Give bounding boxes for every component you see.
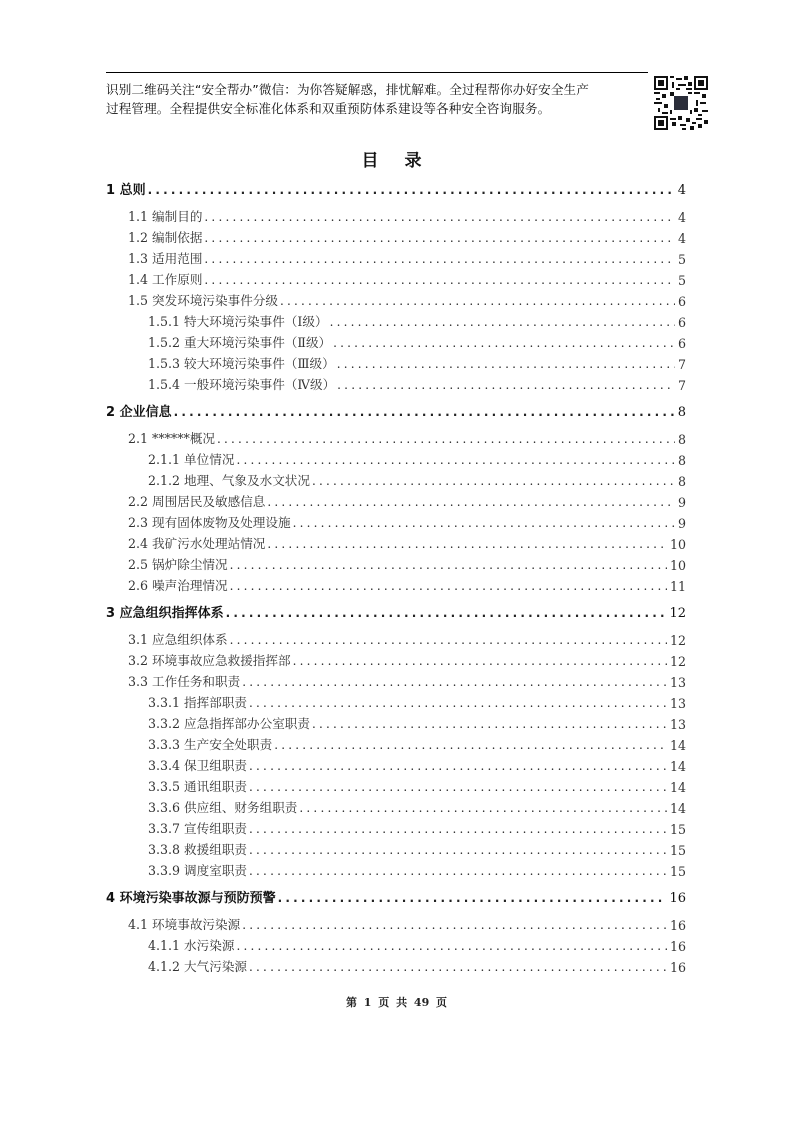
toc-entry-page-number: 8 xyxy=(677,432,686,447)
toc-entry[interactable] xyxy=(106,628,686,648)
toc-entry-page-number: 15 xyxy=(669,843,686,858)
toc-entry-label: 4 环境污染事故源与预防预警 xyxy=(106,891,276,906)
toc-leader-dots xyxy=(249,696,667,711)
toc-entry-page-number: 14 xyxy=(669,759,686,774)
toc-entry-page-number: 13 xyxy=(669,717,686,732)
toc-entry[interactable] xyxy=(106,796,686,816)
toc-leader-dots xyxy=(230,558,667,573)
header-notice xyxy=(106,80,646,118)
toc-entry-page-number: 14 xyxy=(669,738,686,753)
toc-entry-page-number: 15 xyxy=(669,822,686,837)
toc-entry-page-number: 16 xyxy=(669,918,686,933)
toc-leader-dots xyxy=(204,273,675,288)
toc-entry[interactable] xyxy=(106,226,686,246)
toc-entry-page-number: 6 xyxy=(677,294,686,309)
toc-leader-dots xyxy=(249,864,667,879)
toc-entry-label: 2 企业信息 xyxy=(106,405,172,420)
toc-entry[interactable] xyxy=(106,553,686,573)
toc-entry-page-number: 4 xyxy=(677,231,686,246)
toc-entry[interactable] xyxy=(106,268,686,288)
toc-leader-dots xyxy=(337,357,675,372)
toc-entry-label: 2.6 噪声治理情况 xyxy=(128,578,228,593)
toc-entry-page-number: 7 xyxy=(677,378,686,393)
toc-entry-label: 2.2 周围居民及敏感信息 xyxy=(128,494,266,509)
toc-entry-page-number: 5 xyxy=(677,273,686,288)
toc-entry[interactable] xyxy=(106,448,686,468)
toc-entry-page-number: 6 xyxy=(677,336,686,351)
toc-leader-dots xyxy=(217,432,675,447)
toc-entry-label: 3.3.4 保卫组职责 xyxy=(148,758,248,773)
toc-entry[interactable] xyxy=(106,712,686,732)
toc-entry-page-number: 13 xyxy=(669,696,686,711)
toc-entry-page-number: 4 xyxy=(677,210,686,225)
toc-leader-dots xyxy=(312,474,675,489)
page-title: 目 录 xyxy=(361,151,432,171)
toc-entry-page-number: 8 xyxy=(677,474,686,489)
toc-entry[interactable] xyxy=(106,859,686,879)
toc-entry-label: 3.3.1 指挥部职责 xyxy=(148,695,248,710)
page-footer: 第 1 页 共 49 页 xyxy=(345,996,448,1009)
toc-entry-label: 3.1 应急组织体系 xyxy=(128,632,228,647)
toc-entry-page-number: 11 xyxy=(669,579,686,594)
toc-entry-label: 3.3 工作任务和职责 xyxy=(128,674,241,689)
toc-entry-page-number: 6 xyxy=(677,315,686,330)
toc-entry[interactable] xyxy=(106,574,686,594)
toc-entry-label: 1 总则 xyxy=(106,183,146,198)
toc-entry-page-number: 5 xyxy=(677,252,686,267)
header-line-1: 识别二维码关注“安全帮办”微信：为你答疑解惑，排忧解难。全过程帮你办好安全生产 xyxy=(106,82,589,97)
toc-entry-label: 2.3 现有固体废物及处理设施 xyxy=(128,515,291,530)
toc-entry-page-number: 10 xyxy=(669,558,686,573)
toc-entry-page-number: 12 xyxy=(669,633,686,648)
toc-entry[interactable] xyxy=(106,400,686,420)
toc-leader-dots xyxy=(230,579,667,594)
toc-entry-label: 4.1.2 大气污染源 xyxy=(148,959,248,974)
toc-entry-page-number: 15 xyxy=(669,864,686,879)
toc-leader-dots xyxy=(330,315,675,330)
toc-entry[interactable] xyxy=(106,289,686,309)
qr-code-icon xyxy=(654,76,708,130)
toc-entry[interactable] xyxy=(106,205,686,225)
toc-leader-dots xyxy=(267,495,675,510)
toc-entry-label: 1.2 编制依据 xyxy=(128,230,203,245)
toc-entry-label: 2.1.2 地理、气象及水文状况 xyxy=(148,473,310,488)
toc-entry-page-number: 12 xyxy=(669,654,686,669)
toc-leader-dots xyxy=(249,822,667,837)
toc-entry-label: 3.2 环境事故应急救援指挥部 xyxy=(128,653,291,668)
toc-entry-label: 1.5 突发环境污染事件分级 xyxy=(128,293,278,308)
toc-entry-label: 3.3.5 通讯组职责 xyxy=(148,779,248,794)
toc-entry-label: 3.3.6 供应组、财务组职责 xyxy=(148,800,298,815)
toc-entry[interactable] xyxy=(106,670,686,690)
toc-leader-dots xyxy=(267,537,667,552)
toc-entry[interactable] xyxy=(106,532,686,552)
toc-leader-dots xyxy=(249,960,667,975)
toc-entry[interactable] xyxy=(106,178,686,198)
toc-entry-label: 4.1 环境事故污染源 xyxy=(128,917,241,932)
toc-entry[interactable] xyxy=(106,601,686,621)
toc-leader-dots xyxy=(299,801,667,816)
toc-leader-dots xyxy=(293,516,675,531)
toc-entry[interactable] xyxy=(106,490,686,510)
toc-entry-label: 3.3.3 生产安全处职责 xyxy=(148,737,273,752)
toc-entry[interactable] xyxy=(106,649,686,669)
toc-entry-label: 1.3 适用范围 xyxy=(128,251,203,266)
toc-entry[interactable] xyxy=(106,955,686,975)
toc-entry-label: 3.3.7 宣传组职责 xyxy=(148,821,248,836)
toc-entry-page-number: 9 xyxy=(677,495,686,510)
toc-entry-label: 1.1 编制目的 xyxy=(128,209,203,224)
toc-entry-page-number: 16 xyxy=(669,939,686,954)
toc-leader-dots xyxy=(174,405,675,420)
toc-entry-label: 1.5.2 重大环境污染事件（Ⅱ级） xyxy=(148,335,332,350)
toc-leader-dots xyxy=(249,843,667,858)
toc-entry[interactable] xyxy=(106,331,686,351)
header-rule xyxy=(106,72,648,73)
toc-entry-label: 2.1.1 单位情况 xyxy=(148,452,235,467)
toc-leader-dots xyxy=(204,252,675,267)
toc-entry[interactable] xyxy=(106,427,686,447)
toc-entry-label: 2.1 ******概况 xyxy=(128,431,216,446)
header-line-2: 过程管理。全程提供安全标准化体系和双重预防体系建设等各种安全咨询服务。 xyxy=(106,101,551,116)
toc-entry-page-number: 4 xyxy=(677,183,686,198)
toc-leader-dots xyxy=(236,453,675,468)
toc-entry[interactable] xyxy=(106,310,686,330)
toc-entry[interactable] xyxy=(106,511,686,531)
toc-entry-page-number: 14 xyxy=(669,801,686,816)
toc-entry[interactable] xyxy=(106,352,686,372)
toc-leader-dots xyxy=(230,633,667,648)
toc-entry[interactable] xyxy=(106,913,686,933)
toc-entry[interactable] xyxy=(106,754,686,774)
toc-entry-page-number: 10 xyxy=(669,537,686,552)
toc-entry-page-number: 14 xyxy=(669,780,686,795)
toc-entry[interactable] xyxy=(106,817,686,837)
toc-leader-dots xyxy=(278,891,667,906)
toc-leader-dots xyxy=(274,738,667,753)
toc-entry-page-number: 7 xyxy=(677,357,686,372)
toc-leader-dots xyxy=(312,717,667,732)
toc-entry-page-number: 12 xyxy=(669,606,686,621)
toc-leader-dots xyxy=(236,939,667,954)
toc-entry-page-number: 9 xyxy=(677,516,686,531)
toc-leader-dots xyxy=(333,336,675,351)
toc-entry[interactable] xyxy=(106,838,686,858)
toc-entry-label: 4.1.1 水污染源 xyxy=(148,938,235,953)
toc-leader-dots xyxy=(242,918,667,933)
toc-entry-page-number: 13 xyxy=(669,675,686,690)
toc-leader-dots xyxy=(242,675,667,690)
toc-leader-dots xyxy=(249,780,667,795)
toc-entry-label: 1.4 工作原则 xyxy=(128,272,203,287)
toc-entry[interactable] xyxy=(106,886,686,906)
toc-entry-page-number: 16 xyxy=(669,891,686,906)
toc-entry-label: 2.5 锅炉除尘情况 xyxy=(128,557,228,572)
toc-entry[interactable] xyxy=(106,247,686,267)
toc-leader-dots xyxy=(148,183,675,198)
toc-entry-page-number: 8 xyxy=(677,453,686,468)
toc-entry-label: 1.5.1 特大环境污染事件（Ⅰ级） xyxy=(148,314,328,329)
toc-entry[interactable] xyxy=(106,373,686,393)
toc-entry[interactable] xyxy=(106,469,686,489)
toc-entry-label: 2.4 我矿污水处理站情况 xyxy=(128,536,266,551)
toc-entry-label: 1.5.4 一般环境污染事件（Ⅳ级） xyxy=(148,377,336,392)
toc-entry-label: 3 应急组织指挥体系 xyxy=(106,606,224,621)
toc-leader-dots xyxy=(204,231,675,246)
toc-entry[interactable] xyxy=(106,775,686,795)
toc-leader-dots xyxy=(280,294,675,309)
toc-entry-label: 1.5.3 较大环境污染事件（Ⅲ级） xyxy=(148,356,335,371)
toc-leader-dots xyxy=(337,378,675,393)
toc-entry[interactable] xyxy=(106,934,686,954)
toc-entry[interactable] xyxy=(106,691,686,711)
toc-entry-page-number: 16 xyxy=(669,960,686,975)
toc-entry-label: 3.3.9 调度室职责 xyxy=(148,863,248,878)
toc-leader-dots xyxy=(249,759,667,774)
toc-entry-label: 3.3.8 救援组职责 xyxy=(148,842,248,857)
toc-leader-dots xyxy=(226,606,667,621)
toc-entry[interactable] xyxy=(106,733,686,753)
toc-entry-label: 3.3.2 应急指挥部办公室职责 xyxy=(148,716,310,731)
toc-leader-dots xyxy=(293,654,667,669)
toc-entry-page-number: 8 xyxy=(677,405,686,420)
toc-leader-dots xyxy=(204,210,675,225)
